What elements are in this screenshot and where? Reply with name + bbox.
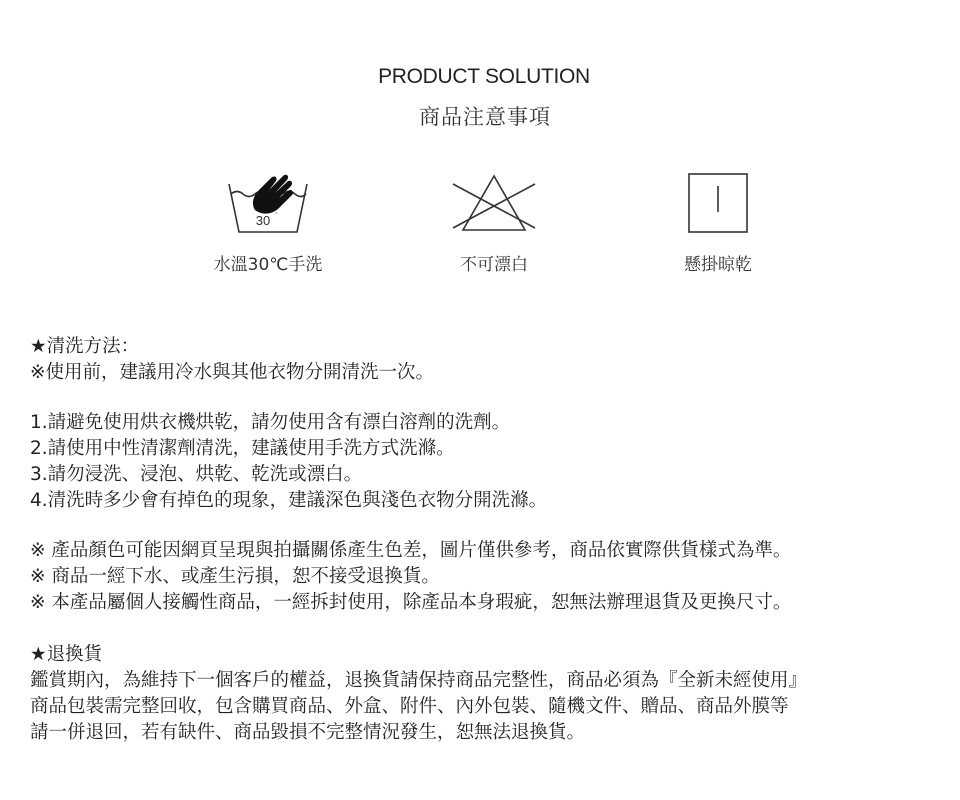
page-title-zh: 商品注意事項 [419, 105, 551, 129]
care-label-hang-dry: 懸掛晾乾 [684, 255, 752, 275]
notice-line: ※ 商品一經下水、或產生污損，恕不接受退換貨。 [30, 566, 440, 587]
washing-note: ※使用前，建議用冷水與其他衣物分開清洗一次。 [30, 362, 435, 383]
care-icons-row [0, 170, 960, 280]
returns-line: 鑑賞期內，為維持下一個客戶的權益，退換貨請保持商品完整性，商品必須為『全新未經使用』 [30, 670, 808, 691]
washing-step: 3.請勿浸洗、浸泡、烘乾、乾洗或漂白。 [30, 464, 363, 485]
care-item-hang-dry [618, 170, 818, 276]
hand-wash-30-icon [225, 170, 311, 240]
returns-line: 請一併退回，若有缺件、商品毀損不完整情況發生，恕無法退換貨。 [30, 722, 586, 743]
no-bleach-icon [449, 170, 539, 240]
returns-line: 商品包裝需完整回收，包含購買商品、外盒、附件、內外包裝、隨機文件、贈品、商品外膜等 [30, 696, 789, 717]
washing-heading: ★清洗方法： [30, 336, 140, 357]
page-header [0, 62, 960, 132]
notice-content [30, 334, 940, 746]
washing-step: 4.清洗時多少會有掉色的現象，建議深色與淺色衣物分開洗滌。 [30, 490, 548, 511]
hang-dry-icon [683, 170, 753, 240]
notice-line: ※ 產品顏色可能因網頁呈現與拍攝關係產生色差，圖片僅供參考，商品依實際供貨樣式為準。 [30, 540, 792, 561]
care-item-no-bleach [394, 170, 594, 276]
spacer [30, 386, 940, 410]
spacer [30, 514, 940, 538]
care-label-no-bleach: 不可漂白 [460, 255, 528, 275]
spacer [30, 616, 940, 642]
care-label-hand-wash: 水溫30℃手洗 [213, 255, 323, 275]
svg-text:°: ° [275, 212, 278, 219]
wash-temp-text: 30 [255, 213, 271, 228]
notice-line: ※ 本產品屬個人接觸性商品，一經拆封使用，除產品本身瑕疵，恕無法辦理退貨及更換尺寸。 [30, 592, 792, 613]
page-title-en: PRODUCT SOLUTION [378, 65, 590, 88]
washing-step: 1.請避免使用烘衣機烘乾，請勿使用含有漂白溶劑的洗劑。 [30, 412, 511, 433]
care-item-hand-wash [168, 170, 368, 276]
washing-step: 2.請使用中性清潔劑清洗，建議使用手洗方式洗滌。 [30, 438, 455, 459]
returns-heading: ★退換貨 [30, 644, 103, 665]
